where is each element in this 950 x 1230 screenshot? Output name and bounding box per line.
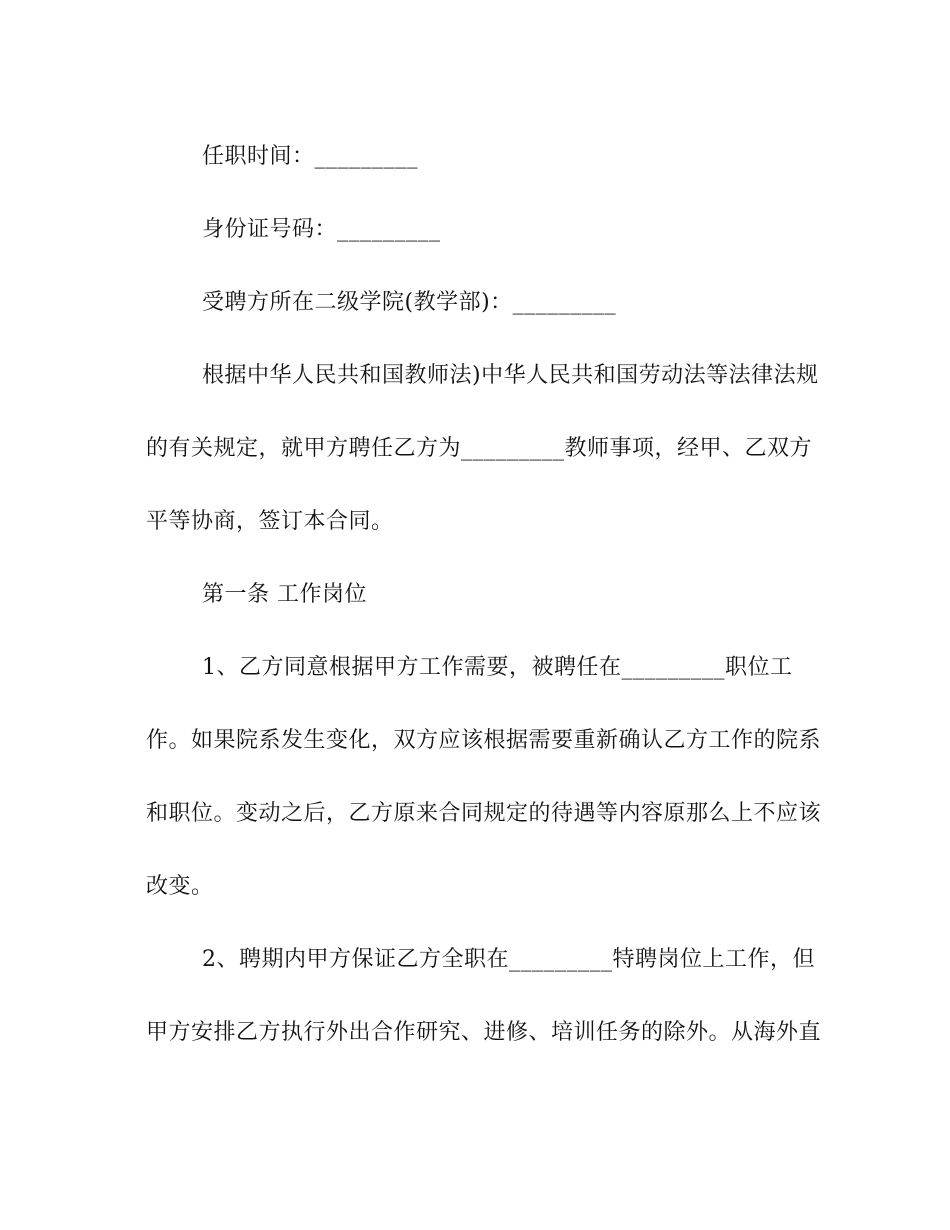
paragraph-line: 和职位。变动之后，乙方原来合同规定的待遇等内容原那么上不应该 [146, 801, 822, 826]
appointment-time-line: 任职时间：_________ [202, 144, 419, 169]
paragraph-line: 改变。 [146, 874, 214, 899]
paragraph-line: 平等协商，签订本合同。 [146, 509, 394, 534]
paragraph-line: 根据中华人民共和国教师法)中华人民共和国劳动法等法律法规 [202, 363, 819, 388]
paragraph-line: 作。如果院系发生变化，双方应该根据需要重新确认乙方工作的院系 [146, 728, 822, 753]
college-line: 受聘方所在二级学院(教学部)：_________ [202, 290, 617, 315]
paragraph-line: 1、乙方同意根据甲方工作需要，被聘任在_________职位工 [202, 655, 793, 680]
id-number-line: 身份证号码：_________ [202, 217, 441, 242]
paragraph-line: 甲方安排乙方执行外出合作研究、进修、培训任务的除外。从海外直 [146, 1020, 822, 1045]
paragraph-line: 2、聘期内甲方保证乙方全职在_________特聘岗位上工作，但 [202, 947, 815, 972]
paragraph-line: 的有关规定，就甲方聘任乙方为_________教师事项，经甲、乙双方 [146, 436, 813, 461]
section-heading: 第一条 工作岗位 [202, 582, 367, 607]
